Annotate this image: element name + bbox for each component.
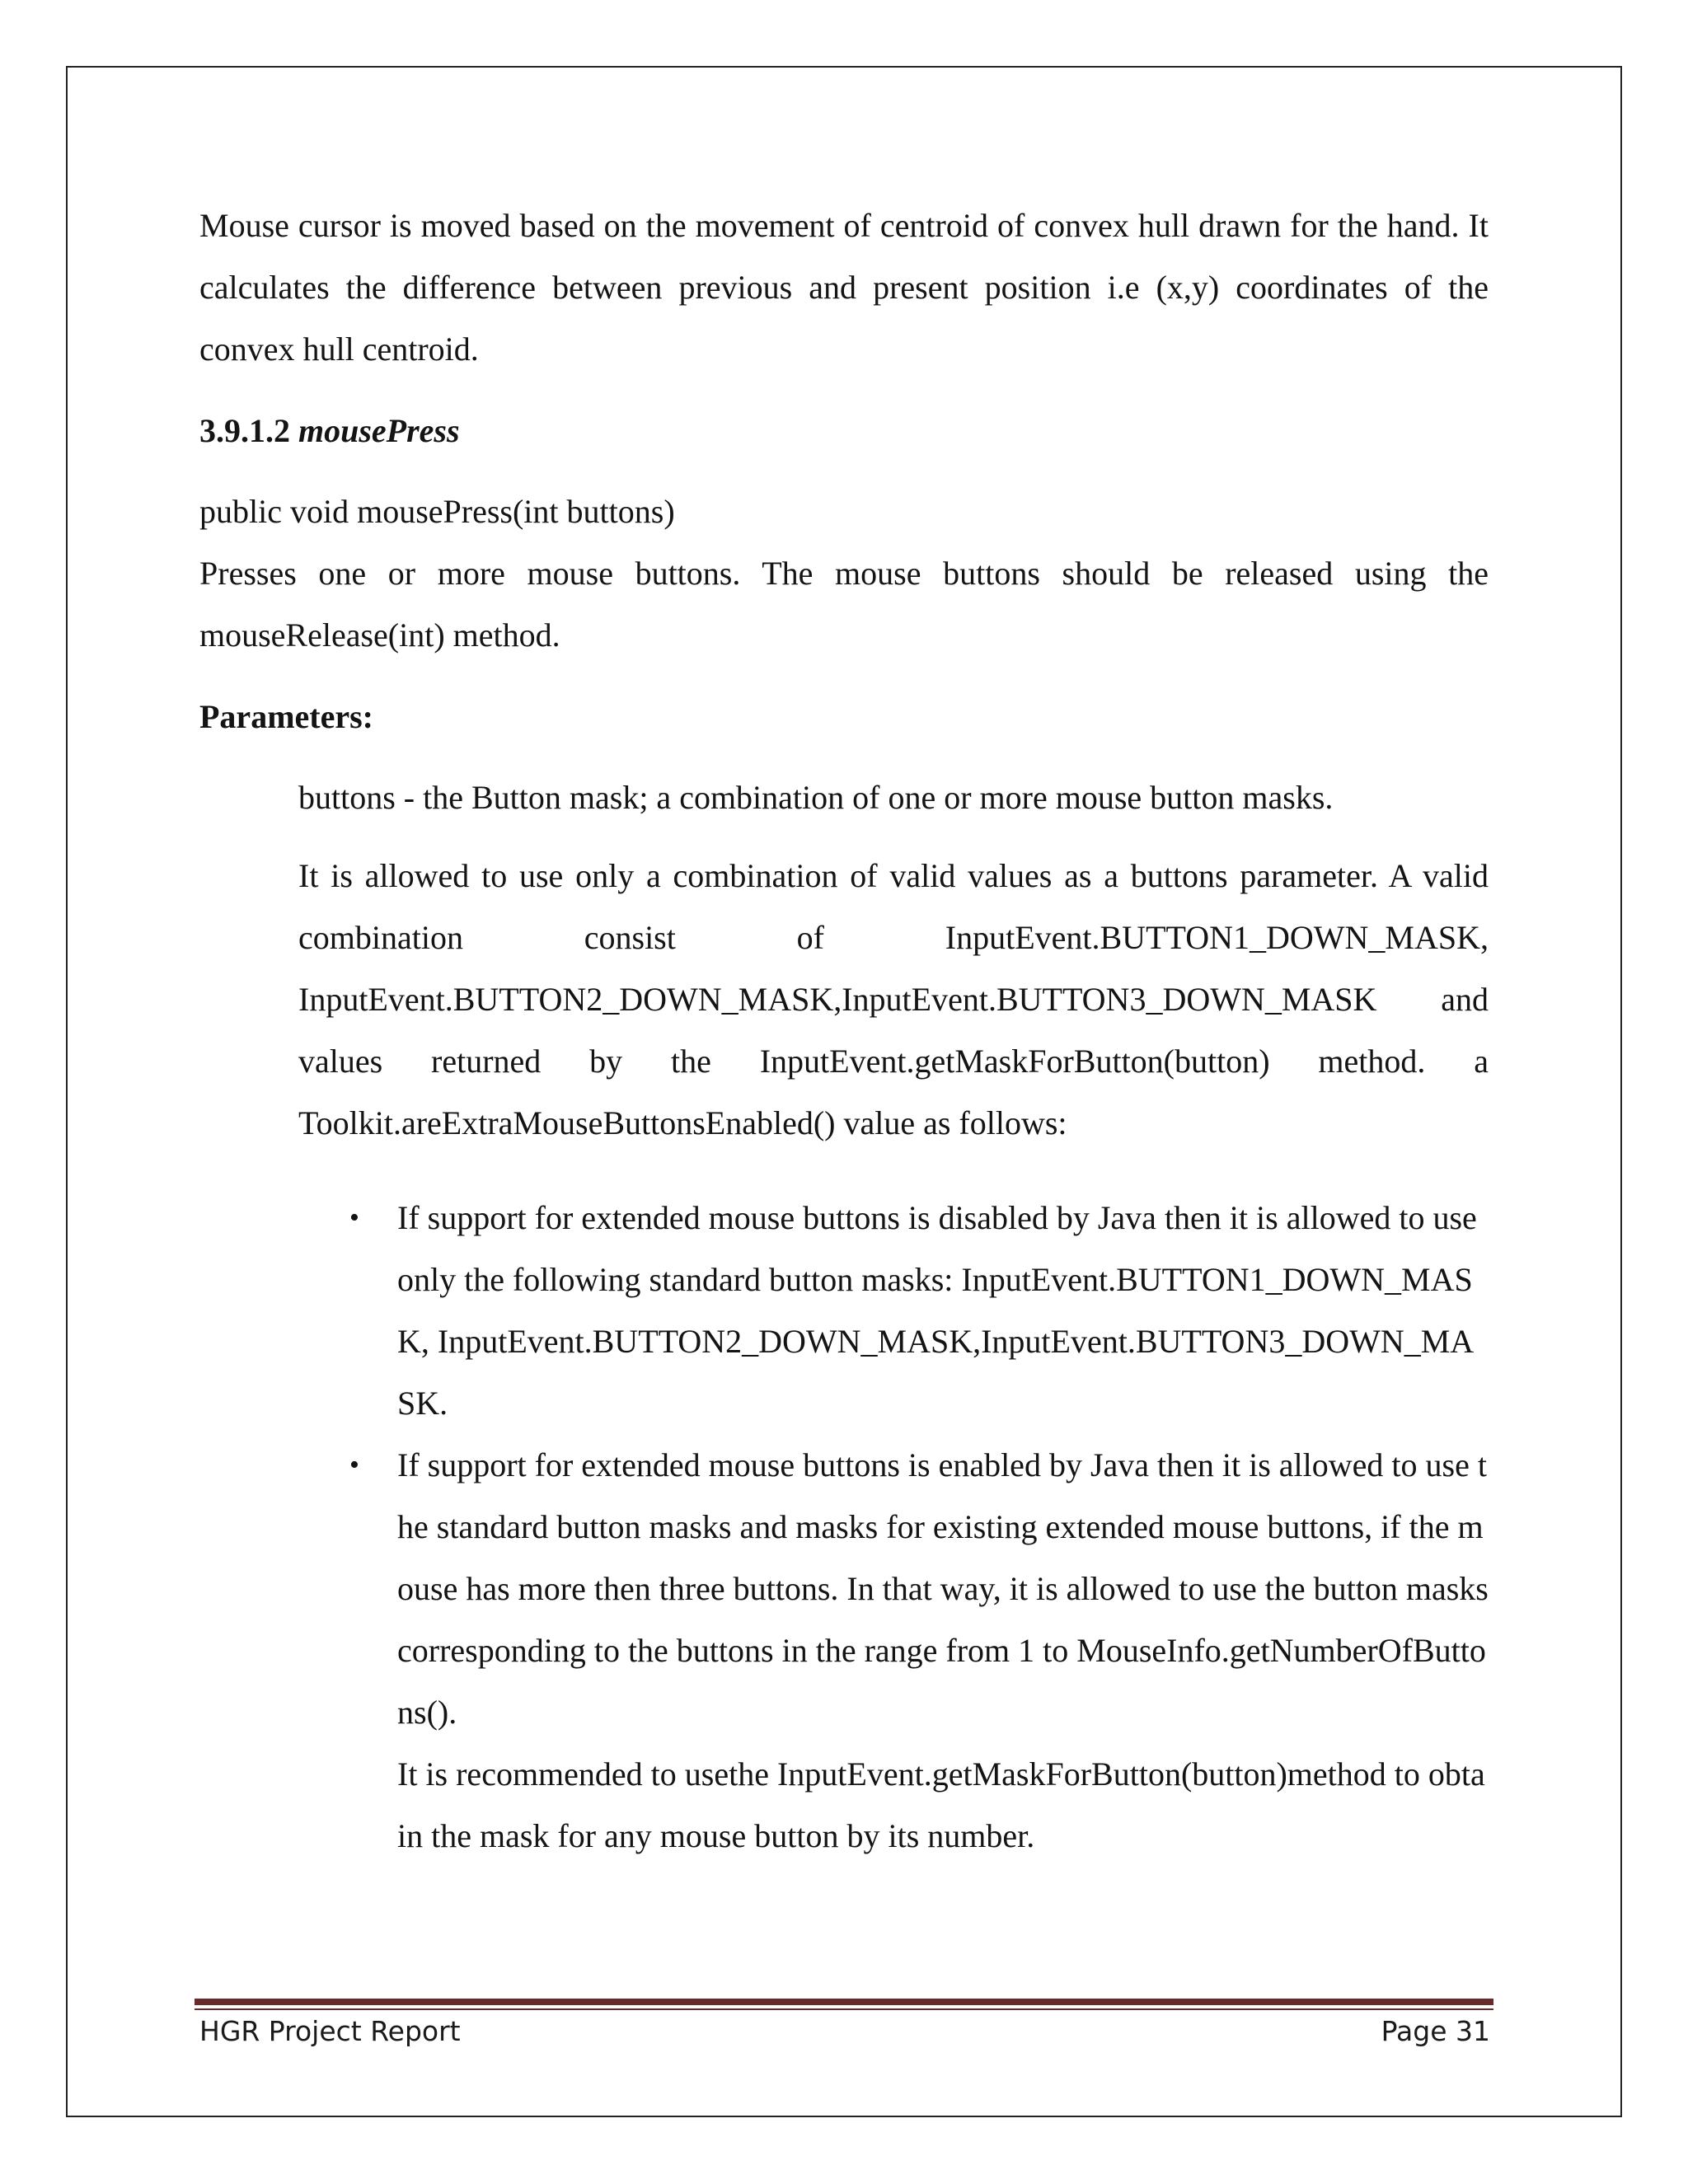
list-item <box>298 1187 1489 1434</box>
page-content <box>199 194 1489 1867</box>
bullet-extra-text: It is recommended to usethe InputEvent.getMaskForButton(button)method to obtain the mask for any mouse button by its number. <box>397 1755 1485 1854</box>
section-method-name: mousePress <box>298 412 460 449</box>
method-signature: public void mousePress(int buttons) <box>199 493 675 530</box>
footer-divider <box>195 1999 1493 2005</box>
section-heading <box>199 398 1489 464</box>
intro-paragraph: Mouse cursor is moved based on the movement of centroid of convex hull drawn for the hand. It calculates the difference between previous and present position i.e (x,y) coordinates of the convex hull centroid. <box>199 207 1489 368</box>
bullet-marker: • <box>349 1450 359 1480</box>
footer-page-number: Page 31 <box>1381 2015 1490 2047</box>
parameters-label: Parameters: <box>199 698 373 735</box>
bullet-text: If support for extended mouse buttons is disabled by Java then it is allowed to use only the following standard button masks: InputEvent.BUTTON1_DOWN_MASK, InputEvent.BUTTON2_DOWN_MASK,InputEvent.BUTTON3_DOWN_MASK. <box>397 1199 1477 1422</box>
list-item <box>298 1434 1489 1867</box>
section-number: 3.9.1.2 <box>199 412 290 449</box>
method-description: Presses one or more mouse buttons. The mouse buttons should be released using the mouseRelease(int) method. <box>199 555 1489 654</box>
bullet-marker: • <box>349 1202 359 1233</box>
bullet-text: If support for extended mouse buttons is enabled by Java then it is allowed to use the standard button masks and masks for existing extended mouse buttons, if the mouse has more then three buttons. In that way, it is allowed to use the button masks corresponding to the buttons in the range from 1 to MouseInfo.getNumberOfButtons(). <box>397 1446 1489 1731</box>
bullet-list <box>298 1187 1489 1867</box>
footer-report-title: HGR Project Report <box>199 2015 461 2047</box>
buttons-parameter-note: It is allowed to use only a combination of valid values as a buttons parameter. A valid combination consist of InputEvent.BUTTON1_DOWN_MASK, InputEvent.BUTTON2_DOWN_MASK,InputEvent.BUTTON3_DOWN_MASK and values returned by the InputEvent.getMaskForButton(button) method. a Toolkit.areExtraMouseButtonsEnabled() value as follows: <box>298 857 1489 1141</box>
footer-divider-thin <box>195 2008 1493 2010</box>
buttons-parameter-description: buttons - the Button mask; a combination of one or more mouse button masks. <box>298 779 1334 816</box>
